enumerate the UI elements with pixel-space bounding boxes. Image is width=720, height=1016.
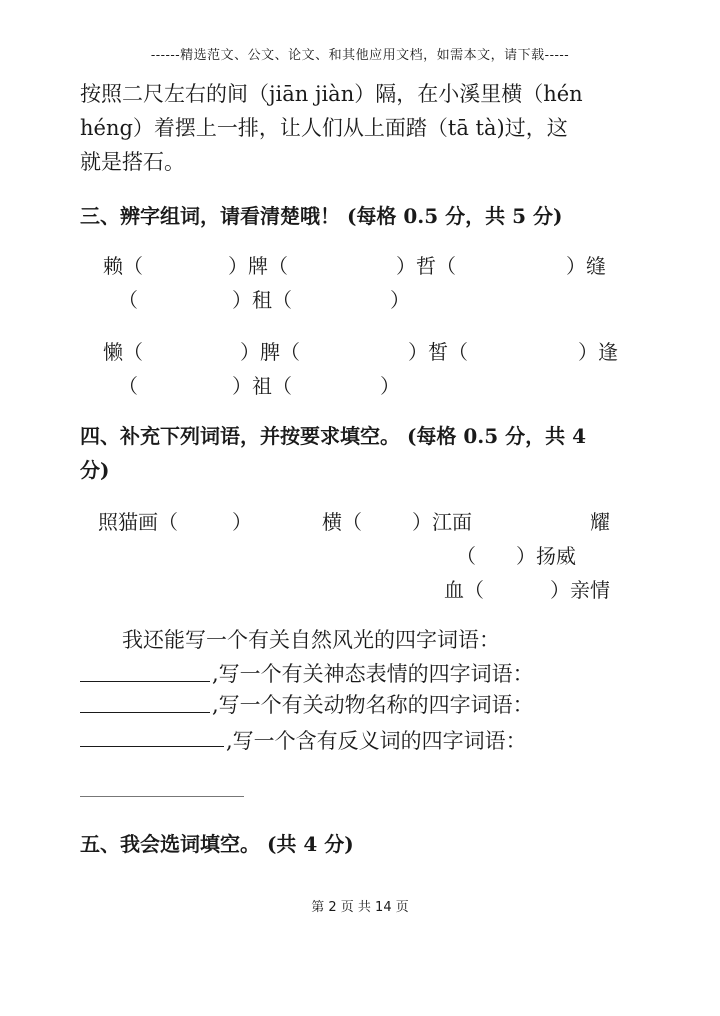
word-zu-rent: ）租（ (232, 288, 292, 312)
section-5-title: 五、我会选词填空。 (共 4 分) (80, 832, 354, 856)
blank-close: ） (390, 288, 410, 312)
idiom-yao: 耀 (590, 510, 610, 534)
passage-line-3: 就是搭石。 (80, 150, 185, 174)
word-pai: ）牌（ (228, 254, 288, 278)
section-4-title-cont: 分) (80, 458, 110, 482)
word-xi: ）皙（ (408, 340, 468, 364)
word-lai: 赖（ (103, 254, 143, 278)
prompt-expression: ,写一个有关神态表情的四字词语： (212, 662, 534, 686)
passage-line-1: 按照二尺左右的间（jiān jiàn）隔，在小溪里横（hén (80, 82, 583, 106)
passage-line-2: héng）着摆上一排，让人们从上面踏（tā tà)过，这 (80, 116, 568, 140)
word-pi: ）脾（ (240, 340, 300, 364)
answer-line-1 (80, 681, 210, 682)
page-footer: 第 2 页 共 14 页 (311, 900, 409, 915)
blank-close-2: ） (380, 374, 400, 398)
idiom-xue: 血（ (444, 578, 484, 602)
blank-open: （ (118, 288, 138, 312)
idiom-zhaomaohua-close: ） (232, 510, 252, 534)
page-header: ------精选范文、公文、论文、和其他应用文档，如需本文，请下载----- (150, 48, 570, 63)
prompt-nature: 我还能写一个有关自然风光的四字词语： (122, 628, 500, 652)
answer-line-3 (80, 746, 224, 747)
word-feng2: ）逢 (578, 340, 618, 364)
blank-open-2: （ (118, 374, 138, 398)
word-lan: 懒（ (103, 340, 143, 364)
word-zu-ancestor: ）祖（ (232, 374, 292, 398)
prompt-animal: ,写一个有关动物名称的四字词语： (212, 693, 534, 717)
idiom-heng-close: ）江面 (412, 510, 472, 534)
prompt-antonym: ,写一个含有反义词的四字词语： (226, 729, 527, 753)
idiom-heng: 横（ (322, 510, 362, 534)
answer-line-2 (80, 712, 210, 713)
idiom-zhaomaohua: 照猫画（ (98, 510, 178, 534)
word-feng: ）缝 (566, 254, 606, 278)
idiom-yao-open: （ (456, 544, 476, 568)
word-zhe: ）哲（ (396, 254, 456, 278)
answer-line-4 (80, 796, 244, 797)
section-3-title: 三、辨字组词，请看清楚哦！ (每格 0.5 分，共 5 分) (80, 204, 563, 228)
section-4-title: 四、补充下列词语，并按要求填空。 (每格 0.5 分，共 4 (80, 424, 587, 448)
idiom-yangwei: ）扬威 (516, 544, 576, 568)
idiom-qinqing: ）亲情 (550, 578, 610, 602)
